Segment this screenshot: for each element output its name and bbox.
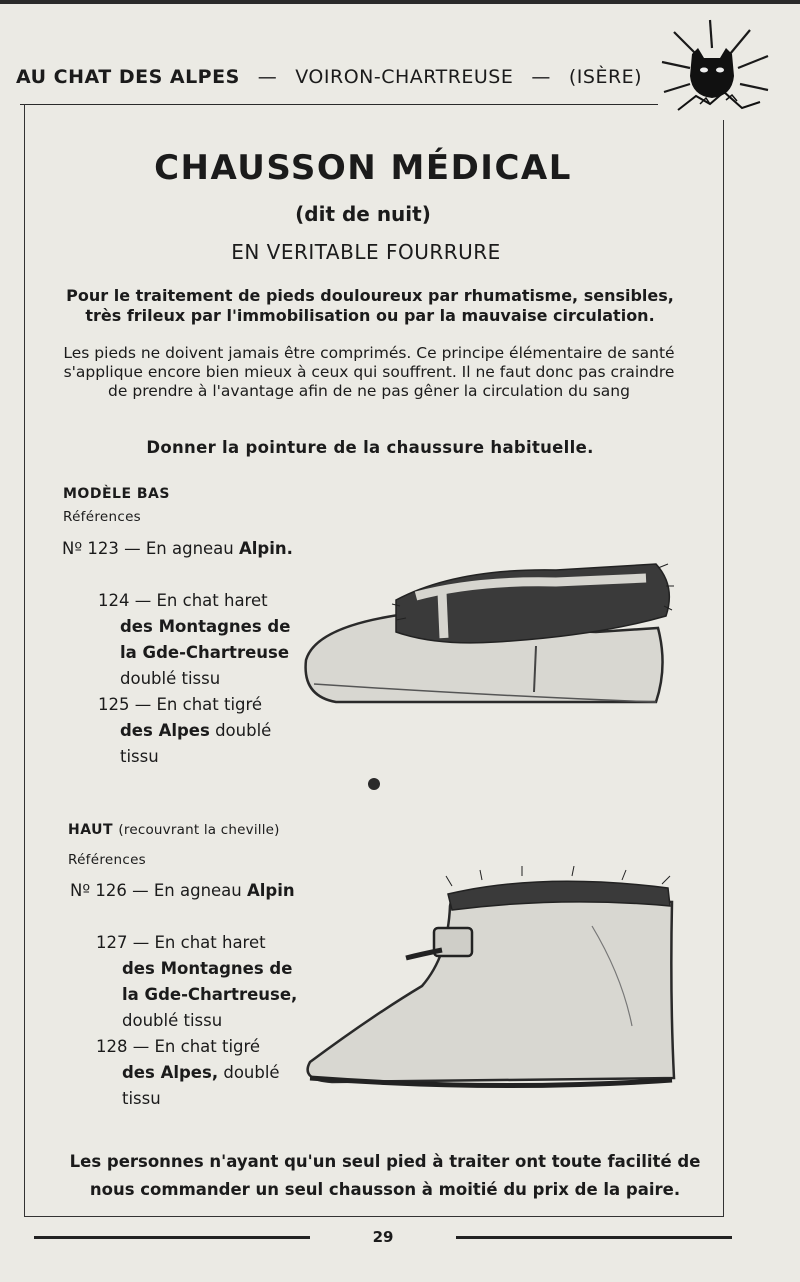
- list-item: Nº 123 — En agneau Alpin.: [62, 539, 293, 558]
- list-item: 125 — En chat tigré des Alpes doublé tissu: [98, 695, 272, 766]
- location: VOIRON-CHARTREUSE: [295, 66, 514, 88]
- top-border: [0, 0, 800, 4]
- low-model-refs-label: Références: [63, 509, 142, 525]
- brand-name: AU CHAT DES ALPES: [16, 66, 240, 88]
- list-item: Nº 126 — En agneau Alpin: [70, 881, 295, 900]
- high-model-title: HAUT (recouvrant la cheville): [68, 822, 280, 838]
- low-slipper-illustration: [296, 556, 676, 716]
- list-item: 124 — En chat haret des Montagnes de la Gde-Chartreuse doublé tissu: [98, 591, 291, 688]
- header-rule: [20, 104, 658, 105]
- low-model-title: MODÈLE BAS: [63, 486, 170, 502]
- page-subtitle-fur: EN VERITABLE FOURRURE: [231, 240, 501, 264]
- page-title: CHAUSSON MÉDICAL: [154, 148, 572, 188]
- black-cat-sun-logo: [660, 18, 772, 118]
- size-instruction: Donner la pointure de la chaussure habituelle.: [146, 438, 594, 457]
- intro-bold-paragraph: Pour le traitement de pieds douloureux par rhumatisme, sensibles, très frileux par l'immobilisation ou par la mauvaise circulation.: [66, 286, 674, 325]
- region: (ISÈRE): [568, 66, 643, 88]
- footer-rule-right: [456, 1236, 732, 1239]
- list-item: 128 — En chat tigré des Alpes, doublé tissu: [96, 1037, 280, 1108]
- high-model-refs-label: Références: [68, 852, 147, 868]
- separator-dot: [368, 778, 380, 790]
- page-subtitle: (dit de nuit): [295, 202, 431, 226]
- page-header: AU CHAT DES ALPES — VOIRON-CHARTREUSE — (ISÈRE): [16, 66, 643, 88]
- page-number: 29: [372, 1228, 394, 1246]
- high-slipper-illustration: [302, 866, 678, 1098]
- footer-rule-left: [34, 1236, 310, 1239]
- list-item: 127 — En chat haret des Montagnes de la Gde-Chartreuse, doublé tissu: [96, 933, 298, 1030]
- closing-note: Les personnes n'ayant qu'un seul pied à traiter ont toute facilité de nous commander un seul chausson à moitié du prix de la paire.: [69, 1152, 701, 1199]
- intro-paragraph: Les pieds ne doivent jamais être comprimés. Ce principe élémentaire de santé s'applique encore bien mieux à ceux qui souffrent. Il ne faut donc pas craindre de prendre à l'avantage afin de ne pas gêner la circulation du sang: [63, 344, 675, 400]
